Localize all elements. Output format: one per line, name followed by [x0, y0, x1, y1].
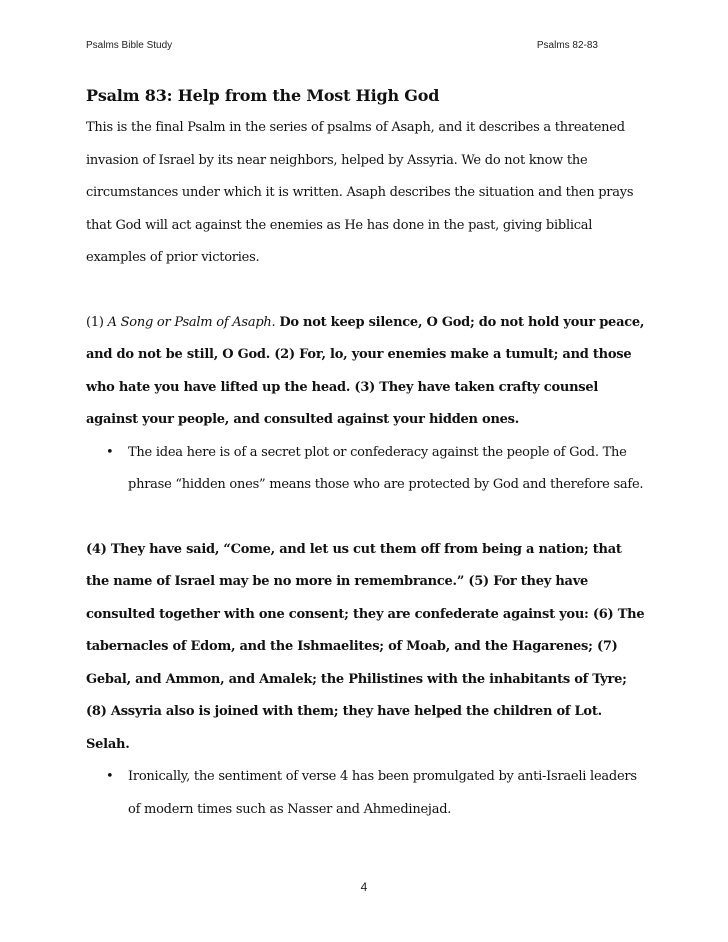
commentary-text: Ironically, the sentiment of verse 4 has been promulgated by anti-Israeli leaders of modern times such as Nasser and Ahmedinejad.	[128, 769, 637, 817]
list-item	[106, 761, 646, 826]
commentary-text: The idea here is of a secret plot or confederacy against the people of God. The phrase “hidden ones” means those who are protected by God and therefore safe.	[128, 444, 644, 492]
verses-1-3-text: Do not keep silence, O God; do not hold your peace, and do not be still, O God. (2) For, lo, your enemies make a tumult; and those who hate you have lifted up the head. (3) They have taken crafty counsel against your people, and consulted against your hidden ones.	[86, 314, 645, 427]
paragraph-spacer	[86, 502, 646, 534]
verse-number: (1)	[86, 314, 104, 330]
paragraph-spacer	[86, 275, 646, 307]
commentary-list-2	[86, 761, 646, 826]
list-item	[106, 437, 646, 502]
verses-1-3-paragraph	[86, 307, 646, 437]
document-body	[86, 82, 646, 826]
page-header	[86, 40, 598, 56]
verses-4-8-paragraph: (4) They have said, “Come, and let us cut them off from being a nation; that the name of Israel may be no more in remembrance.” (5) For they have consulted together with one consent; they are confederate against you: (6) The tabernacles of Edom, and the Ishmaelites; of Moab, and the Hagarenes; (7) Gebal, and Ammon, and Amalek; the Philistines with the inhabitants of Tyre; (8) Assyria also is joined with them; they have helped the children of Lot. Selah.	[86, 541, 645, 752]
header-right-text: Psalms 82-83	[536, 40, 598, 51]
commentary-list-1	[86, 437, 646, 502]
page-number: 4	[360, 880, 368, 894]
intro-paragraph: This is the final Psalm in the series of psalms of Asaph, and it describes a threatened invasion of Israel by its near neighbors, helped by Assyria. We do not know the circumstances under which it is written. Asaph describes the situation and then prays that God will act against the enemies as He has done in the past, giving biblical examples of prior victories.	[86, 120, 634, 265]
bullet-icon: •	[106, 444, 114, 460]
superscription: A Song or Psalm of Asaph.	[107, 314, 276, 330]
header-left-text: Psalms Bible Study	[86, 40, 173, 51]
bullet-icon: •	[106, 769, 114, 784]
page-title: Psalm 83: Help from the Most High God	[86, 86, 440, 105]
